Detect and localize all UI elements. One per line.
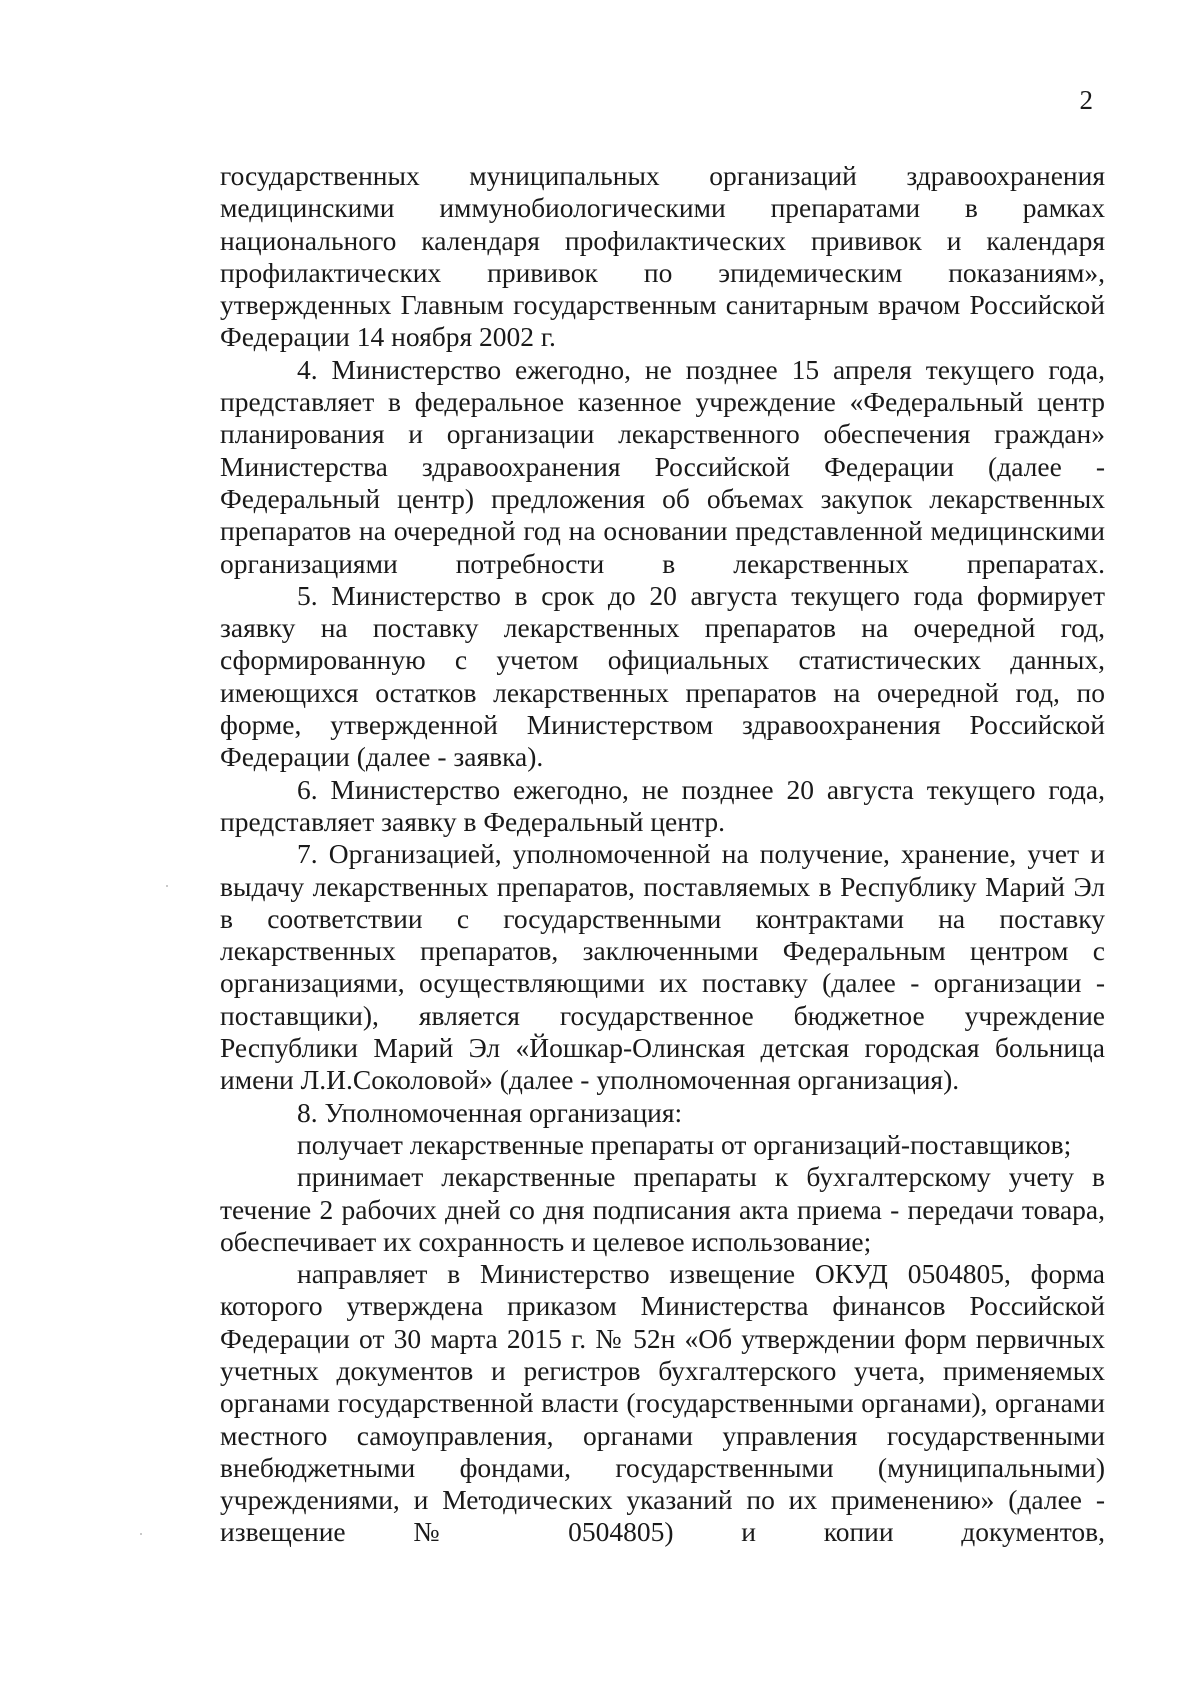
paragraph-item-8-receives: получает лекарственные препараты от организаций-поставщиков;: [297, 1128, 1072, 1160]
paragraph-item-8-sends-notice: направляет в Министерство извещение ОКУД 0504805, форма которого утверждена приказом Министерства финансов Российской Федерации от 30 марта 2015 г. № 52н «Об утверждении форм первичных учетных документов и регистров бухгалтерского учета, применяемых органами государственной власти (государственными органами), органами местного самоуправления, органами управления государственными внебюджетными фондами, государственными (муниципальными) учреждениями, и Методических указаний по их применению» (далее - извещение № 0504805) и копии документов,: [220, 1258, 1105, 1548]
paragraph-item-5: 5. Министерство в срок до 20 августа текущего года формирует заявку на поставку лекарственных препаратов на очередной год, сформированную с учетом официальных статистических данных, имеющихся остатков лекарственных препаратов на очередной год, по форме, утвержденной Министерством здравоохранения Российской Федерации (далее - заявка).: [220, 579, 1105, 773]
paragraph-item-4: 4. Министерство ежегодно, не позднее 15 апреля текущего года, представляет в федеральное казенное учреждение «Федеральный центр планирования и организации лекарственного обеспечения граждан» Министерства здравоохранения Российской Федерации (далее - Федеральный центр) предложения об объемах закупок лекарственных препаратов на очередной год на основании представленной медицинскими организациями потребности в лекарственных препаратах.: [220, 353, 1105, 579]
scan-speck: [140, 1533, 142, 1535]
paragraph-item-7: 7. Организацией, уполномоченной на получение, хранение, учет и выдачу лекарственных препаратов, поставляемых в Республику Марий Эл в соответствии с государственными контрактами на поставку лекарственных препаратов, заключенными Федеральным центром с организациями, осуществляющими их поставку (далее - организации - поставщики), является государственное бюджетное учреждение Республики Марий Эл «Йошкар-Олинская детская городская больница имени Л.И.Соколовой» (далее - уполномоченная организация).: [220, 838, 1105, 1096]
scan-speck: [166, 885, 168, 887]
paragraph-item-8-accepts: принимает лекарственные препараты к бухгалтерскому учету в течение 2 рабочих дней со дня подписания акта приема - передачи товара, обеспечивает их сохранность и целевое использование;: [220, 1161, 1105, 1257]
page-number: 2: [1079, 85, 1093, 115]
document-body: [220, 160, 1105, 1549]
paragraph-item-6: 6. Министерство ежегодно, не позднее 20 августа текущего года, представляет заявку в Федеральный центр.: [220, 773, 1105, 837]
paragraph-item-8: 8. Уполномоченная организация:: [297, 1096, 683, 1128]
paragraph-intro-continuation: государственных муниципальных организаций здравоохранения медицинскими иммунобиологическими препаратами в рамках национального календаря профилактических прививок и календаря профилактических прививок по эпидемическим показаниям», утвержденных Главным государственным санитарным врачом Российской Федерации 14 ноября 2002 г.: [220, 160, 1105, 353]
